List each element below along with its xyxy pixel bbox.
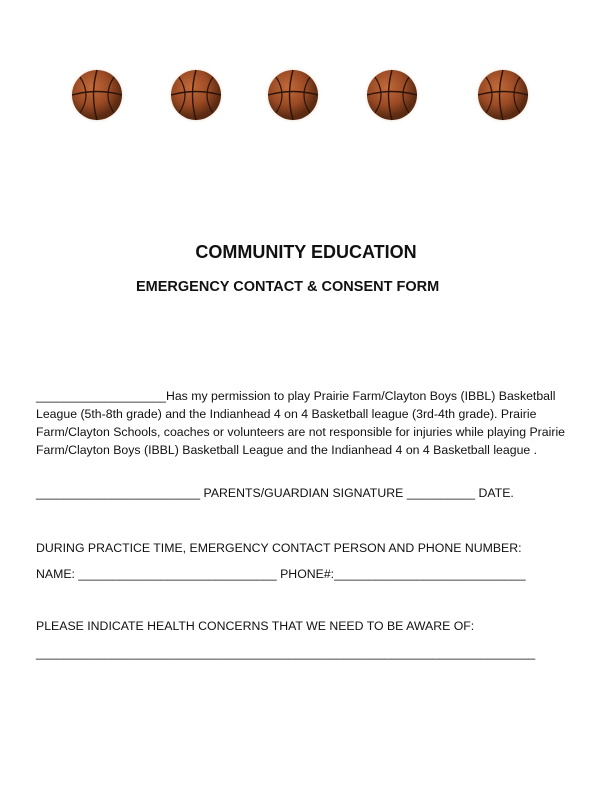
basketball-icon (363, 66, 421, 124)
health-concerns-line[interactable]: _________________________________________________________________________ (36, 646, 536, 660)
basketball-icon (68, 66, 126, 124)
form-subtitle: EMERGENCY CONTACT & CONSENT FORM (136, 279, 440, 295)
basketball-icon (167, 66, 225, 124)
basketball-icon (474, 66, 532, 124)
signature-line[interactable]: ________________________ PARENTS/GUARDIAN SIGNATURE __________ DATE. (36, 486, 514, 500)
basketball-row (0, 66, 612, 126)
name-phone-line[interactable]: NAME: _____________________________ PHONE#:____________________________ (36, 567, 526, 581)
emergency-contact-heading: DURING PRACTICE TIME, EMERGENCY CONTACT PERSON AND PHONE NUMBER: (36, 541, 522, 555)
basketball-icon (264, 66, 322, 124)
player-name-blank[interactable]: ___________________ (36, 389, 166, 403)
form-title (0, 242, 612, 263)
permission-text: Has my permission to play Prairie Farm/Clayton Boys (IBBL) Basketball League (5th-8th grade) and the Indianhead 4 on 4 Basketball league (3rd-4th grade). Prairie Farm/Clayton Schools, coaches or volunteers are not responsible for injuries while playing Prairie Farm/Clayton Boys (IBBL) Basketball League and the Indianhead 4 on 4 Basketball league . (36, 389, 566, 457)
health-concerns-heading: PLEASE INDICATE HEALTH CONCERNS THAT WE NEED TO BE AWARE OF: (36, 619, 475, 633)
form-title-text: COMMUNITY EDUCATION (195, 242, 417, 262)
permission-paragraph (36, 387, 566, 459)
